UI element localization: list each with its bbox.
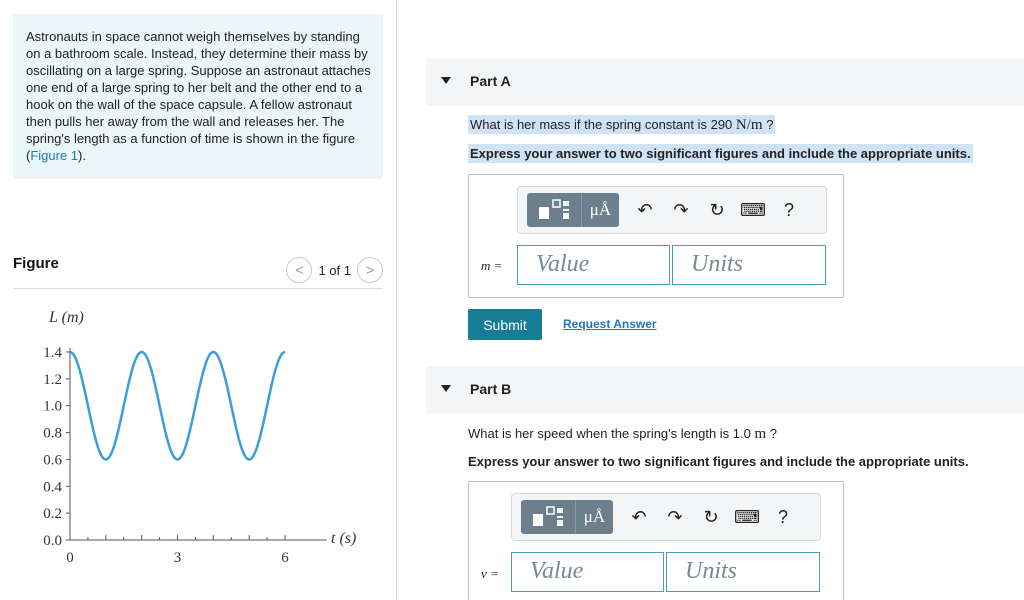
- part-b-units-input[interactable]: Units: [666, 552, 820, 592]
- x-tick-label: 0: [66, 550, 74, 566]
- part-a-units-input[interactable]: Units: [672, 245, 826, 285]
- y-tick-label: 0.2: [43, 506, 62, 523]
- spring-length-chart: [13, 300, 393, 600]
- part-a-label: Part A: [470, 73, 511, 89]
- part-b-unit: m: [754, 426, 767, 442]
- figure-title: Figure: [13, 255, 59, 272]
- redo-icon[interactable]: ↷: [673, 199, 689, 220]
- y-tick-label: 0.0: [43, 533, 62, 549]
- undo-icon[interactable]: ↶: [631, 506, 647, 527]
- templates-button[interactable]: [521, 500, 575, 534]
- figure-header: [13, 255, 383, 289]
- pager-count: 1 of 1: [318, 262, 351, 278]
- y-tick-label: 0.8: [43, 425, 62, 442]
- part-b-label: Part B: [470, 381, 512, 397]
- prev-figure-button[interactable]: [286, 257, 312, 283]
- collapse-triangle-icon[interactable]: [441, 77, 451, 84]
- help-icon[interactable]: ?: [783, 199, 794, 220]
- part-b-question: [468, 426, 777, 443]
- problem-statement: [13, 14, 383, 179]
- y-tick-label: 1.4: [43, 345, 62, 361]
- part-a-variable: m =: [481, 258, 503, 273]
- help-icon[interactable]: ?: [777, 506, 788, 527]
- submit-button[interactable]: Submit: [468, 309, 542, 340]
- figure-pager: [286, 257, 383, 283]
- templates-button[interactable]: [527, 193, 581, 227]
- part-b-instruction: Express your answer to two significant figures and include the appropriate units.: [468, 454, 969, 469]
- units-button[interactable]: μÅ: [581, 193, 619, 227]
- part-a-answer-box: [468, 174, 844, 298]
- templates-icon: [530, 505, 566, 529]
- part-b-toolbar: [511, 493, 821, 541]
- next-figure-button[interactable]: [357, 257, 383, 283]
- part-a-toolbar: [517, 186, 827, 234]
- part-a-unit: N/m: [735, 117, 763, 133]
- reset-icon[interactable]: ↻: [709, 199, 725, 220]
- part-a-instruction-text: Express your answer to two significant figures and include the appropriate units.: [470, 146, 971, 161]
- part-b-variable: v =: [481, 566, 499, 581]
- problem-text: Astronauts in space cannot weigh themselves by standing on a bathroom scale. Instead, they determine their mass by oscillating on a large spring. Suppose an astronaut attaches one end of a large spring to her belt and the other end to a hook on the wall of the space capsule. A fellow astronaut then pulls her away from the wall and releases her. The spring's length as a function of time is shown in the figure (: [26, 29, 371, 163]
- x-tick-label: 6: [281, 550, 289, 566]
- part-a-question: [468, 117, 775, 134]
- part-b-value-input[interactable]: Value: [511, 552, 664, 592]
- left-panel: [0, 0, 397, 600]
- part-a-instruction: [468, 146, 973, 161]
- y-tick-label: 1.2: [43, 371, 62, 388]
- keyboard-icon[interactable]: ⌨: [734, 506, 760, 527]
- chevron-left-icon: <: [295, 261, 304, 279]
- problem-text-end: ).: [78, 148, 86, 163]
- figure-link[interactable]: Figure 1: [30, 148, 79, 163]
- part-a-question-end: ?: [762, 117, 774, 132]
- chevron-right-icon: >: [365, 261, 375, 279]
- part-b-answer-box: [468, 481, 844, 600]
- redo-icon[interactable]: ↷: [667, 506, 683, 527]
- y-tick-label: 0.6: [43, 452, 62, 469]
- x-tick-label: 3: [173, 550, 182, 566]
- y-axis-label: L (m): [49, 309, 84, 326]
- y-tick-label: 0.4: [43, 479, 62, 496]
- templates-icon: [536, 198, 572, 222]
- y-tick-label: 1.0: [43, 398, 62, 415]
- series-line: [70, 352, 285, 459]
- part-b-header[interactable]: [426, 366, 1024, 414]
- part-b-question-end: ?: [766, 426, 777, 441]
- part-a-header[interactable]: [426, 58, 1024, 106]
- reset-icon[interactable]: ↻: [703, 506, 719, 527]
- units-button[interactable]: μÅ: [575, 500, 613, 534]
- request-answer-link[interactable]: Request Answer: [563, 317, 657, 331]
- part-a-question-text: What is her mass if the spring constant is 290: [470, 117, 736, 132]
- keyboard-icon[interactable]: ⌨: [740, 199, 766, 220]
- x-axis-label: t (s): [331, 530, 357, 547]
- collapse-triangle-icon[interactable]: [441, 385, 451, 392]
- part-b-question-text: What is her speed when the spring's length is 1.0: [468, 426, 755, 441]
- undo-icon[interactable]: ↶: [637, 199, 653, 220]
- part-a-value-input[interactable]: Value: [517, 245, 670, 285]
